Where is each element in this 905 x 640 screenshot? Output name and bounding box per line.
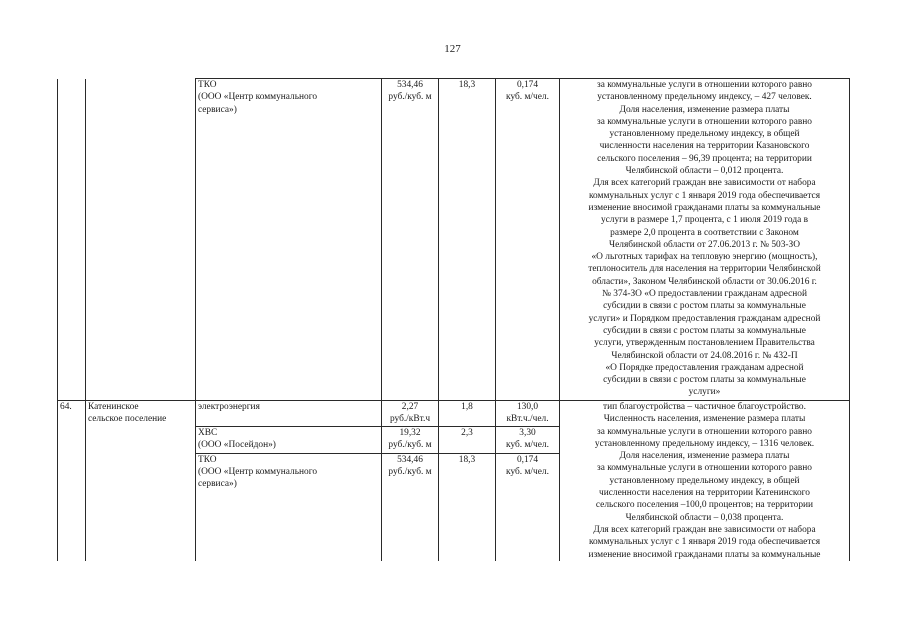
tariff-cell: 2,27 руб./кВт.ч [382, 401, 439, 427]
tariff-cell: 534,46 руб./куб. м [382, 453, 439, 561]
norm-cell: 3,30 куб. м/чел. [496, 426, 560, 453]
table-row [58, 401, 850, 427]
row-number-cell: 64. [58, 401, 86, 562]
tariff-cell: 534,46 руб./куб. м [382, 79, 439, 401]
tariff-table [57, 78, 850, 561]
growth-cell: 18,3 [439, 453, 496, 561]
norm-cell: 0,174 куб. м/чел. [496, 453, 560, 561]
page-number: 127 [444, 43, 461, 55]
norm-cell: 130,0 кВт.ч./чел. [496, 401, 560, 427]
tariff-cell: 19,32 руб./куб. м [382, 426, 439, 453]
description-cell: за коммунальные услуги в отношении которого равно установленному предельному индексу, – 427 человек. Доля населения, изменение размера платы за коммунальные услуги в отношении которого равно установленному предельному индексу, в общей численности населения на территории Казановского сельского поселения – 96,39 процента; на территории Челябинской области – 0,012 процента. Для всех категорий граждан вне зависимости от набора коммунальных услуг с 1 января 2019 года обеспечивается изменение вносимой гражданами платы за коммунальные услуги в размере 1,7 процента, с 1 июля 2019 года в размере 2,0 процента в соответствии с Законом Челябинской области от 27.06.2013 г. № 503-ЗО «О льготных тарифах на тепловую энергию (мощность), теплоноситель для населения на территории Челябинской области», Законом Челябинской области от 30.06.2016 г. № 374-ЗО «О предоставлении гражданам адресной субсидии в связи с ростом платы за коммунальные услуги» и Порядком предоставления гражданам адресной субсидии в связи с ростом платы за коммунальные услуги, утвержденным постановлением Правительства Челябинской области от 24.08.2016 г. № 432-П «О Порядке предоставления гражданам адресной субсидии в связи с ростом платы за коммунальные услуги» [560, 79, 850, 401]
row-number-cell [58, 79, 86, 401]
growth-cell: 18,3 [439, 79, 496, 401]
description-cell: тип благоустройства – частичное благоустройство. Численность населения, изменение размера платы за коммунальные услуги в отношении которого равно установленному предельному индексу, – 1316 человек. Доля населения, изменение размера платы за коммунальные услуги в отношении которого равно установленному предельному индексу, в общей численности населения на территории Катенинского сельского поселения –100,0 процентов; на территории Челябинской области – 0,038 процента. Для всех категорий граждан вне зависимости от набора коммунальных услуг с 1 января 2019 года обеспечивается изменение вносимой гражданами платы за коммунальные [560, 401, 850, 562]
service-cell: ТКО (ООО «Центр коммунального сервиса») [196, 453, 382, 561]
service-cell: электроэнергия [196, 401, 382, 427]
service-cell: ТКО (ООО «Центр коммунального сервиса») [196, 79, 382, 401]
growth-cell: 1,8 [439, 401, 496, 427]
norm-cell: 0,174 куб. м/чел. [496, 79, 560, 401]
settlement-cell [86, 79, 196, 401]
service-cell: ХВС (ООО «Посейдон») [196, 426, 382, 453]
growth-cell: 2,3 [439, 426, 496, 453]
settlement-cell: Катенинское сельское поселение [86, 401, 196, 562]
table-row [58, 79, 850, 401]
